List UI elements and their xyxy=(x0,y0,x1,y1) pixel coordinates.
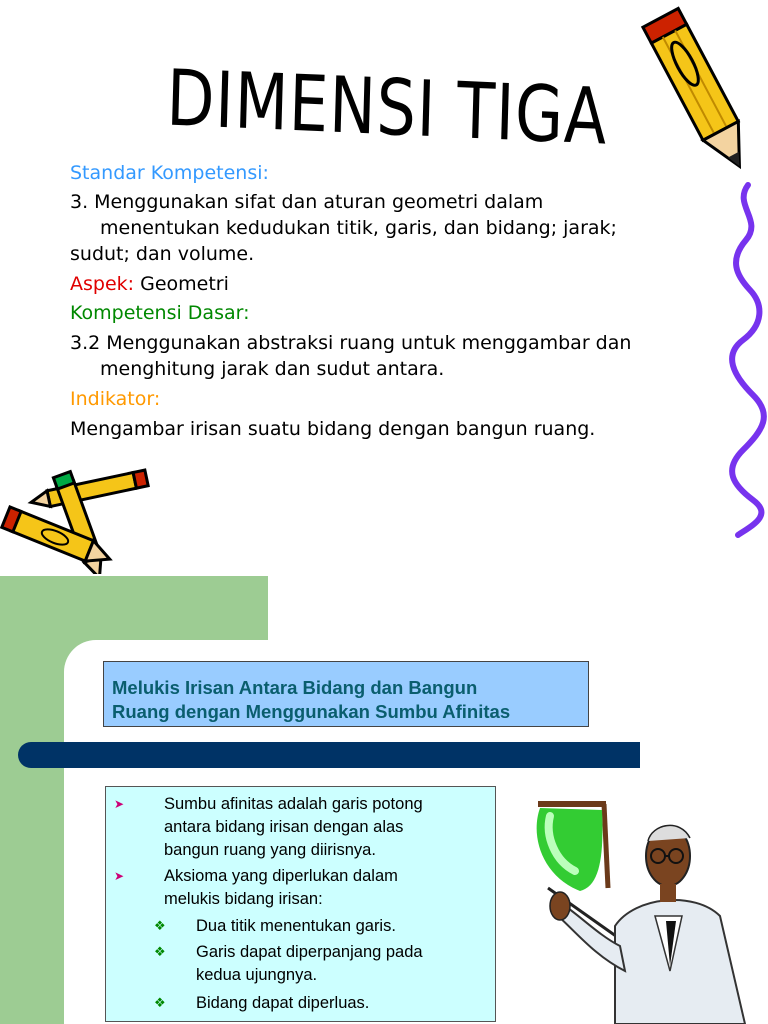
diamond-bullet-icon: ❖ xyxy=(154,918,166,933)
slide-title: DIMENSI TIGA xyxy=(165,52,609,163)
aspek-value: Geometri xyxy=(140,273,229,295)
bullet-item-1: ➤ Sumbu afinitas adalah garis potong antara bidang irisan dengan alas bangun ruang yang diirisnya. xyxy=(114,795,423,859)
kd-line-2: menghitung jarak dan sudut antara. xyxy=(100,358,445,380)
indikator-value: Mengambar irisan suatu bidang dengan bangun ruang. xyxy=(70,418,596,440)
arrow-bullet-icon: ➤ xyxy=(114,797,125,811)
teacher-clipart-icon xyxy=(520,796,760,1024)
sub-bullet-1: ❖ Dua titik menentukan garis. xyxy=(196,915,396,938)
diamond-bullet-icon: ❖ xyxy=(154,995,166,1010)
aspek-label: Aspek: xyxy=(70,273,135,295)
arrow-bullet-icon: ➤ xyxy=(114,869,125,883)
standar-line-2: menentukan kedudukan titik, garis, dan bidang; jarak; xyxy=(100,217,617,239)
kd-line-1: 3.2 Menggunakan abstraksi ruang untuk menggambar dan xyxy=(70,332,632,354)
bullet-item-2: ➤ Aksioma yang diperlukan dalam melukis bidang irisan: xyxy=(114,867,398,908)
standar-label: Standar Kompetensi: xyxy=(70,162,269,184)
diamond-bullet-icon: ❖ xyxy=(154,944,166,959)
standar-line-1: 3. Menggunakan sifat dan aturan geometri dalam xyxy=(70,191,544,213)
sub-bullet-3: ❖ Bidang dapat diperluas. xyxy=(196,992,369,1015)
kd-label: Kompetensi Dasar: xyxy=(70,302,250,324)
bullet-box xyxy=(105,786,496,1022)
topic-title-line-2: Ruang dengan Menggunakan Sumbu Afinitas xyxy=(112,701,511,722)
topic-box xyxy=(103,661,589,727)
squiggle-decoration xyxy=(728,180,768,540)
aspek-line xyxy=(70,271,229,297)
indikator-label: Indikator: xyxy=(70,388,161,410)
pencil-icon xyxy=(640,0,760,185)
sub-bullet-2: ❖ Garis dapat diperpanjang pada kedua ujungnya. xyxy=(196,941,423,987)
standar-line-3: sudut; dan volume. xyxy=(70,243,255,265)
divider-bar xyxy=(18,742,640,768)
crossed-pencils-icon xyxy=(0,462,155,574)
topic-title xyxy=(112,676,510,724)
topic-title-line-1: Melukis Irisan Antara Bidang dan Bangun xyxy=(112,677,478,698)
